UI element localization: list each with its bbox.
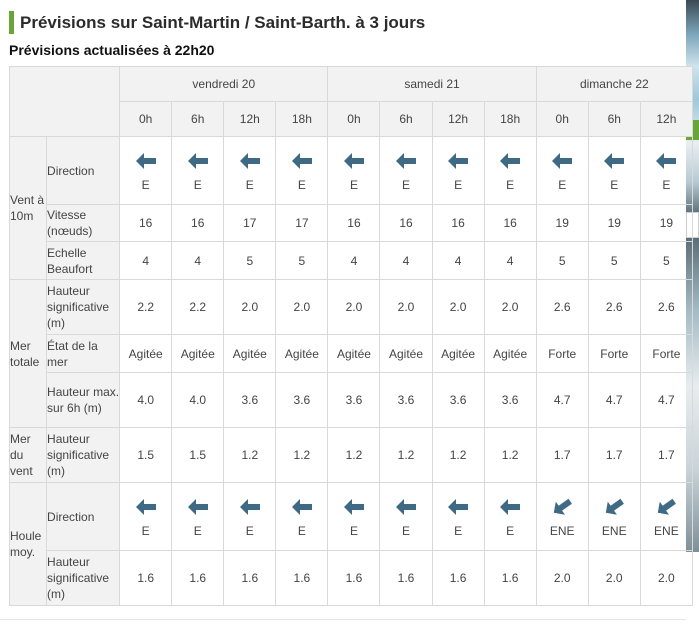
value-cell: 1.6 (276, 551, 328, 606)
arrow-icon (498, 150, 522, 172)
wind-sea-height-row (10, 428, 693, 483)
value-cell: 2.0 (588, 551, 640, 606)
group-label-mer-totale: Mer totale (10, 280, 47, 428)
value-cell: 4 (484, 242, 536, 280)
arrow-icon (654, 496, 678, 518)
value-cell: 2.0 (640, 551, 692, 606)
direction-label: E (297, 523, 306, 538)
sea-height-row (10, 280, 693, 335)
day-header-row (10, 67, 693, 102)
value-cell: 4.7 (588, 373, 640, 428)
arrow-icon (394, 150, 418, 172)
value-cell: 1.2 (484, 428, 536, 483)
arrow-icon (186, 496, 210, 518)
direction-cell (328, 483, 380, 551)
value-cell: 16 (380, 205, 432, 242)
arrow-icon (654, 150, 678, 172)
value-cell: Agitée (172, 335, 224, 373)
value-cell: Agitée (276, 335, 328, 373)
value-cell: 2.6 (640, 280, 692, 335)
arrow-icon (446, 496, 470, 518)
value-cell: 1.6 (120, 551, 172, 606)
value-cell: 19 (640, 205, 692, 242)
direction-label: E (454, 523, 463, 538)
direction-cell (120, 483, 172, 551)
value-cell: 4 (380, 242, 432, 280)
direction-label: E (297, 177, 306, 192)
value-cell: 3.6 (484, 373, 536, 428)
value-cell: Agitée (224, 335, 276, 373)
hour-header: 0h (328, 102, 380, 137)
value-cell: 1.6 (484, 551, 536, 606)
corner-cell (10, 67, 120, 137)
swell-direction-row (10, 483, 693, 551)
value-cell: 1.7 (536, 428, 588, 483)
group-label-mer-du-vent: Mer du vent (10, 428, 47, 483)
value-cell: 19 (536, 205, 588, 242)
value-cell: Agitée (380, 335, 432, 373)
value-cell: 5 (588, 242, 640, 280)
value-cell: 16 (432, 205, 484, 242)
direction-cell (588, 137, 640, 205)
value-cell: 5 (640, 242, 692, 280)
value-cell: 2.0 (380, 280, 432, 335)
value-cell: 1.6 (380, 551, 432, 606)
page-title-text: Prévisions sur Saint-Martin / Saint-Barth. à 3 jours (20, 13, 426, 32)
direction-label: E (506, 177, 515, 192)
direction-label: E (141, 177, 150, 192)
value-cell: 4 (172, 242, 224, 280)
direction-label: E (245, 177, 254, 192)
direction-label: E (193, 523, 202, 538)
hour-header: 12h (224, 102, 276, 137)
arrow-icon (498, 496, 522, 518)
direction-label: E (402, 177, 411, 192)
direction-label: E (506, 523, 515, 538)
direction-cell (276, 483, 328, 551)
direction-label: ENE (601, 523, 627, 538)
value-cell: 4.7 (536, 373, 588, 428)
value-cell: 4 (328, 242, 380, 280)
row-label: Echelle Beaufort (47, 242, 120, 280)
arrow-icon (602, 496, 626, 518)
row-label: Hauteur max. sur 6h (m) (47, 373, 120, 428)
direction-label: E (349, 177, 358, 192)
direction-label: E (193, 177, 202, 192)
hour-header: 12h (432, 102, 484, 137)
direction-cell (536, 483, 588, 551)
value-cell: 2.6 (588, 280, 640, 335)
direction-label: E (662, 177, 671, 192)
value-cell: 4.0 (120, 373, 172, 428)
value-cell: 2.0 (328, 280, 380, 335)
arrow-icon (238, 496, 262, 518)
hour-header: 0h (120, 102, 172, 137)
direction-label: E (402, 523, 411, 538)
value-cell: 1.2 (380, 428, 432, 483)
day-header: dimanche 22 (536, 67, 692, 102)
beaufort-row (10, 242, 693, 280)
value-cell: 3.6 (432, 373, 484, 428)
value-cell: 5 (224, 242, 276, 280)
direction-label: E (245, 523, 254, 538)
forecast-table (9, 66, 693, 606)
value-cell: 5 (276, 242, 328, 280)
arrow-icon (342, 150, 366, 172)
value-cell: 17 (224, 205, 276, 242)
value-cell: 3.6 (328, 373, 380, 428)
value-cell: 2.0 (276, 280, 328, 335)
value-cell: 4 (120, 242, 172, 280)
value-cell: Forte (536, 335, 588, 373)
direction-cell (380, 137, 432, 205)
value-cell: 2.0 (536, 551, 588, 606)
value-cell: Agitée (432, 335, 484, 373)
row-label: Vitesse (nœuds) (47, 205, 120, 242)
value-cell: Agitée (328, 335, 380, 373)
divider (0, 619, 686, 620)
value-cell: 19 (588, 205, 640, 242)
arrow-icon (134, 496, 158, 518)
hour-header: 6h (380, 102, 432, 137)
arrow-icon (394, 496, 418, 518)
value-cell: 17 (276, 205, 328, 242)
value-cell: 16 (172, 205, 224, 242)
value-cell: 1.5 (172, 428, 224, 483)
value-cell: 16 (484, 205, 536, 242)
value-cell: 1.2 (276, 428, 328, 483)
day-header: vendredi 20 (120, 67, 328, 102)
value-cell: 4.7 (640, 373, 692, 428)
direction-cell (640, 137, 692, 205)
direction-cell (536, 137, 588, 205)
direction-cell (484, 137, 536, 205)
sea-max-row (10, 373, 693, 428)
value-cell: 1.2 (432, 428, 484, 483)
direction-cell (120, 137, 172, 205)
value-cell: 1.2 (328, 428, 380, 483)
arrow-icon (290, 150, 314, 172)
direction-cell (224, 137, 276, 205)
direction-cell (172, 137, 224, 205)
hour-header: 6h (172, 102, 224, 137)
hour-header: 18h (484, 102, 536, 137)
arrow-icon (602, 150, 626, 172)
arrow-icon (186, 150, 210, 172)
group-label-houle: Houle moy. (10, 483, 47, 606)
direction-label: ENE (549, 523, 575, 538)
value-cell: 1.6 (224, 551, 276, 606)
arrow-icon (342, 496, 366, 518)
sea-state-row (10, 335, 693, 373)
value-cell: 1.6 (328, 551, 380, 606)
arrow-icon (446, 150, 470, 172)
row-label: Hauteur significative (m) (47, 280, 120, 335)
wind-direction-row (10, 137, 693, 205)
value-cell: 4 (432, 242, 484, 280)
arrow-icon (134, 150, 158, 172)
row-label: Hauteur significative (m) (47, 551, 120, 606)
hour-header: 18h (276, 102, 328, 137)
value-cell: 5 (536, 242, 588, 280)
direction-cell (432, 137, 484, 205)
row-label: Direction (47, 137, 120, 205)
row-label: Hauteur significative (m) (47, 428, 120, 483)
hour-header: 0h (536, 102, 588, 137)
direction-label: E (349, 523, 358, 538)
arrow-icon (290, 496, 314, 518)
day-header: samedi 21 (328, 67, 536, 102)
direction-cell (588, 483, 640, 551)
value-cell: 3.6 (224, 373, 276, 428)
value-cell: 1.6 (432, 551, 484, 606)
direction-cell (432, 483, 484, 551)
value-cell: 3.6 (276, 373, 328, 428)
direction-label: E (454, 177, 463, 192)
direction-cell (276, 137, 328, 205)
value-cell: Agitée (120, 335, 172, 373)
update-time: Prévisions actualisées à 22h20 (9, 42, 215, 58)
direction-cell (640, 483, 692, 551)
value-cell: 16 (328, 205, 380, 242)
direction-label: ENE (654, 523, 679, 538)
value-cell: 2.0 (224, 280, 276, 335)
page-title (9, 11, 425, 34)
arrow-icon (550, 150, 574, 172)
hour-header: 6h (588, 102, 640, 137)
direction-label: E (610, 177, 619, 192)
value-cell: 1.5 (120, 428, 172, 483)
value-cell: 2.6 (536, 280, 588, 335)
direction-cell (172, 483, 224, 551)
value-cell: 2.0 (432, 280, 484, 335)
row-label: Direction (47, 483, 120, 551)
value-cell: 1.2 (224, 428, 276, 483)
value-cell: 1.7 (588, 428, 640, 483)
value-cell: Forte (640, 335, 692, 373)
direction-label: E (141, 523, 150, 538)
value-cell: 1.7 (640, 428, 692, 483)
direction-cell (224, 483, 276, 551)
arrow-icon (238, 150, 262, 172)
value-cell: 1.6 (172, 551, 224, 606)
direction-cell (380, 483, 432, 551)
value-cell: 4.0 (172, 373, 224, 428)
hour-header: 12h (640, 102, 692, 137)
wind-speed-row (10, 205, 693, 242)
swell-height-row (10, 551, 693, 606)
value-cell: 2.2 (120, 280, 172, 335)
group-label-vent: Vent à 10m (10, 137, 47, 280)
value-cell: 3.6 (380, 373, 432, 428)
value-cell: Forte (588, 335, 640, 373)
direction-label: E (558, 177, 567, 192)
value-cell: Agitée (484, 335, 536, 373)
value-cell: 2.2 (172, 280, 224, 335)
value-cell: 16 (120, 205, 172, 242)
row-label: État de la mer (47, 335, 120, 373)
direction-cell (484, 483, 536, 551)
value-cell: 2.0 (484, 280, 536, 335)
direction-cell (328, 137, 380, 205)
arrow-icon (550, 496, 574, 518)
